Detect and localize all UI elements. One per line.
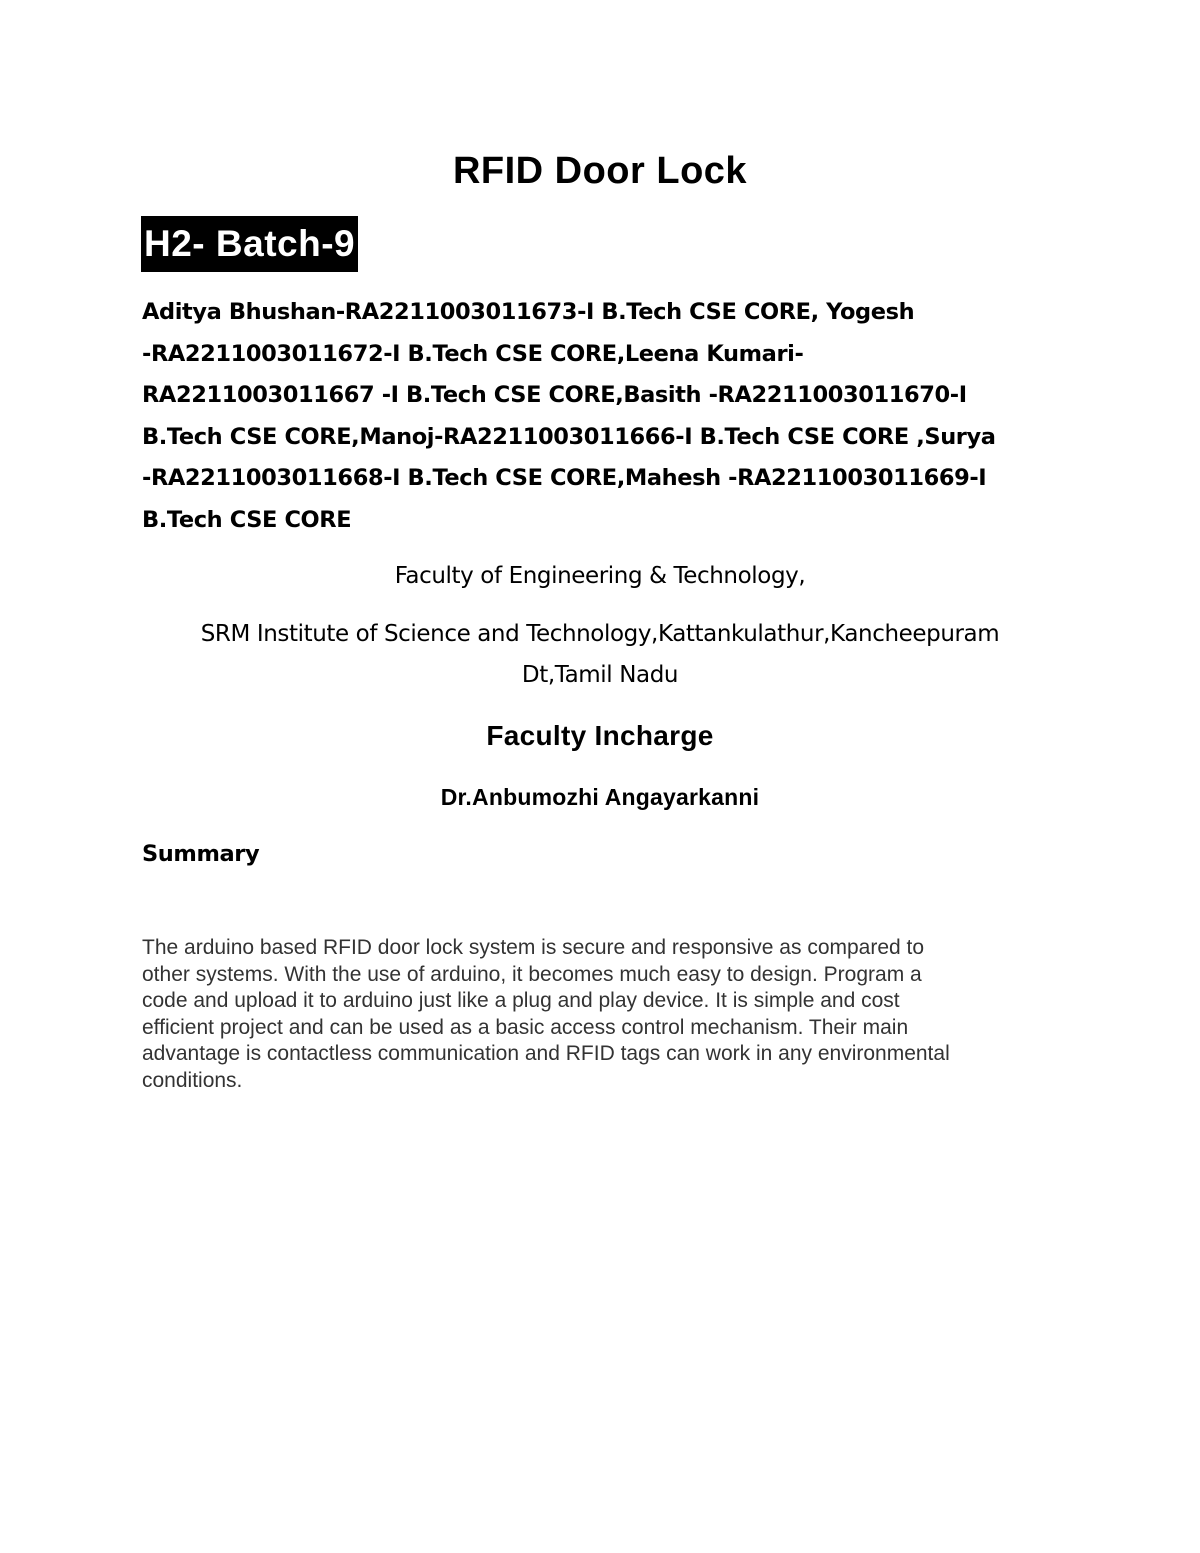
summary-line: advantage is contactless communication and RFID tags can work in any environmental xyxy=(142,1042,950,1066)
faculty-incharge-heading: Faculty Incharge xyxy=(486,720,714,751)
members-line: -RA2211003011672-I B.Tech CSE CORE,Leena Kumari- xyxy=(142,340,804,367)
members-line: B.Tech CSE CORE,Manoj-RA2211003011666-I B.Tech CSE CORE ,Surya xyxy=(142,423,996,450)
institute-address xyxy=(0,614,1200,696)
faculty-name: Faculty of Engineering & Technology, xyxy=(394,563,806,589)
document-title: RFID Door Lock xyxy=(452,150,748,192)
summary-heading: Summary xyxy=(142,841,260,867)
members-line: Aditya Bhushan-RA2211003011673-I B.Tech CSE CORE, Yogesh xyxy=(142,299,915,325)
summary-line: conditions. xyxy=(142,1068,243,1092)
faculty-incharge-name: Dr.Anbumozhi Angayarkanni xyxy=(440,784,760,810)
team-members xyxy=(142,292,1062,541)
institute-line: Dt,Tamil Nadu xyxy=(521,662,679,688)
summary-line: efficient project and can be used as a basic access control mechanism. Their main xyxy=(142,1015,909,1039)
summary-paragraph xyxy=(142,935,1072,1095)
batch-label: H2- Batch-9 xyxy=(141,216,358,272)
members-line: -RA2211003011668-I B.Tech CSE CORE,Mahesh -RA2211003011669-I xyxy=(142,465,987,491)
members-line: B.Tech CSE CORE xyxy=(142,506,352,533)
institute-line: SRM Institute of Science and Technology,Kattankulathur,Kancheepuram xyxy=(200,621,1000,647)
summary-line: The arduino based RFID door lock system is secure and responsive as compared to xyxy=(142,936,925,959)
summary-line: other systems. With the use of arduino, it becomes much easy to design. Program a xyxy=(142,962,922,986)
members-line: RA2211003011667 -I B.Tech CSE CORE,Basith -RA2211003011670-I xyxy=(142,382,967,408)
summary-line: code and upload it to arduino just like a plug and play device. It is simple and cost xyxy=(142,989,900,1013)
